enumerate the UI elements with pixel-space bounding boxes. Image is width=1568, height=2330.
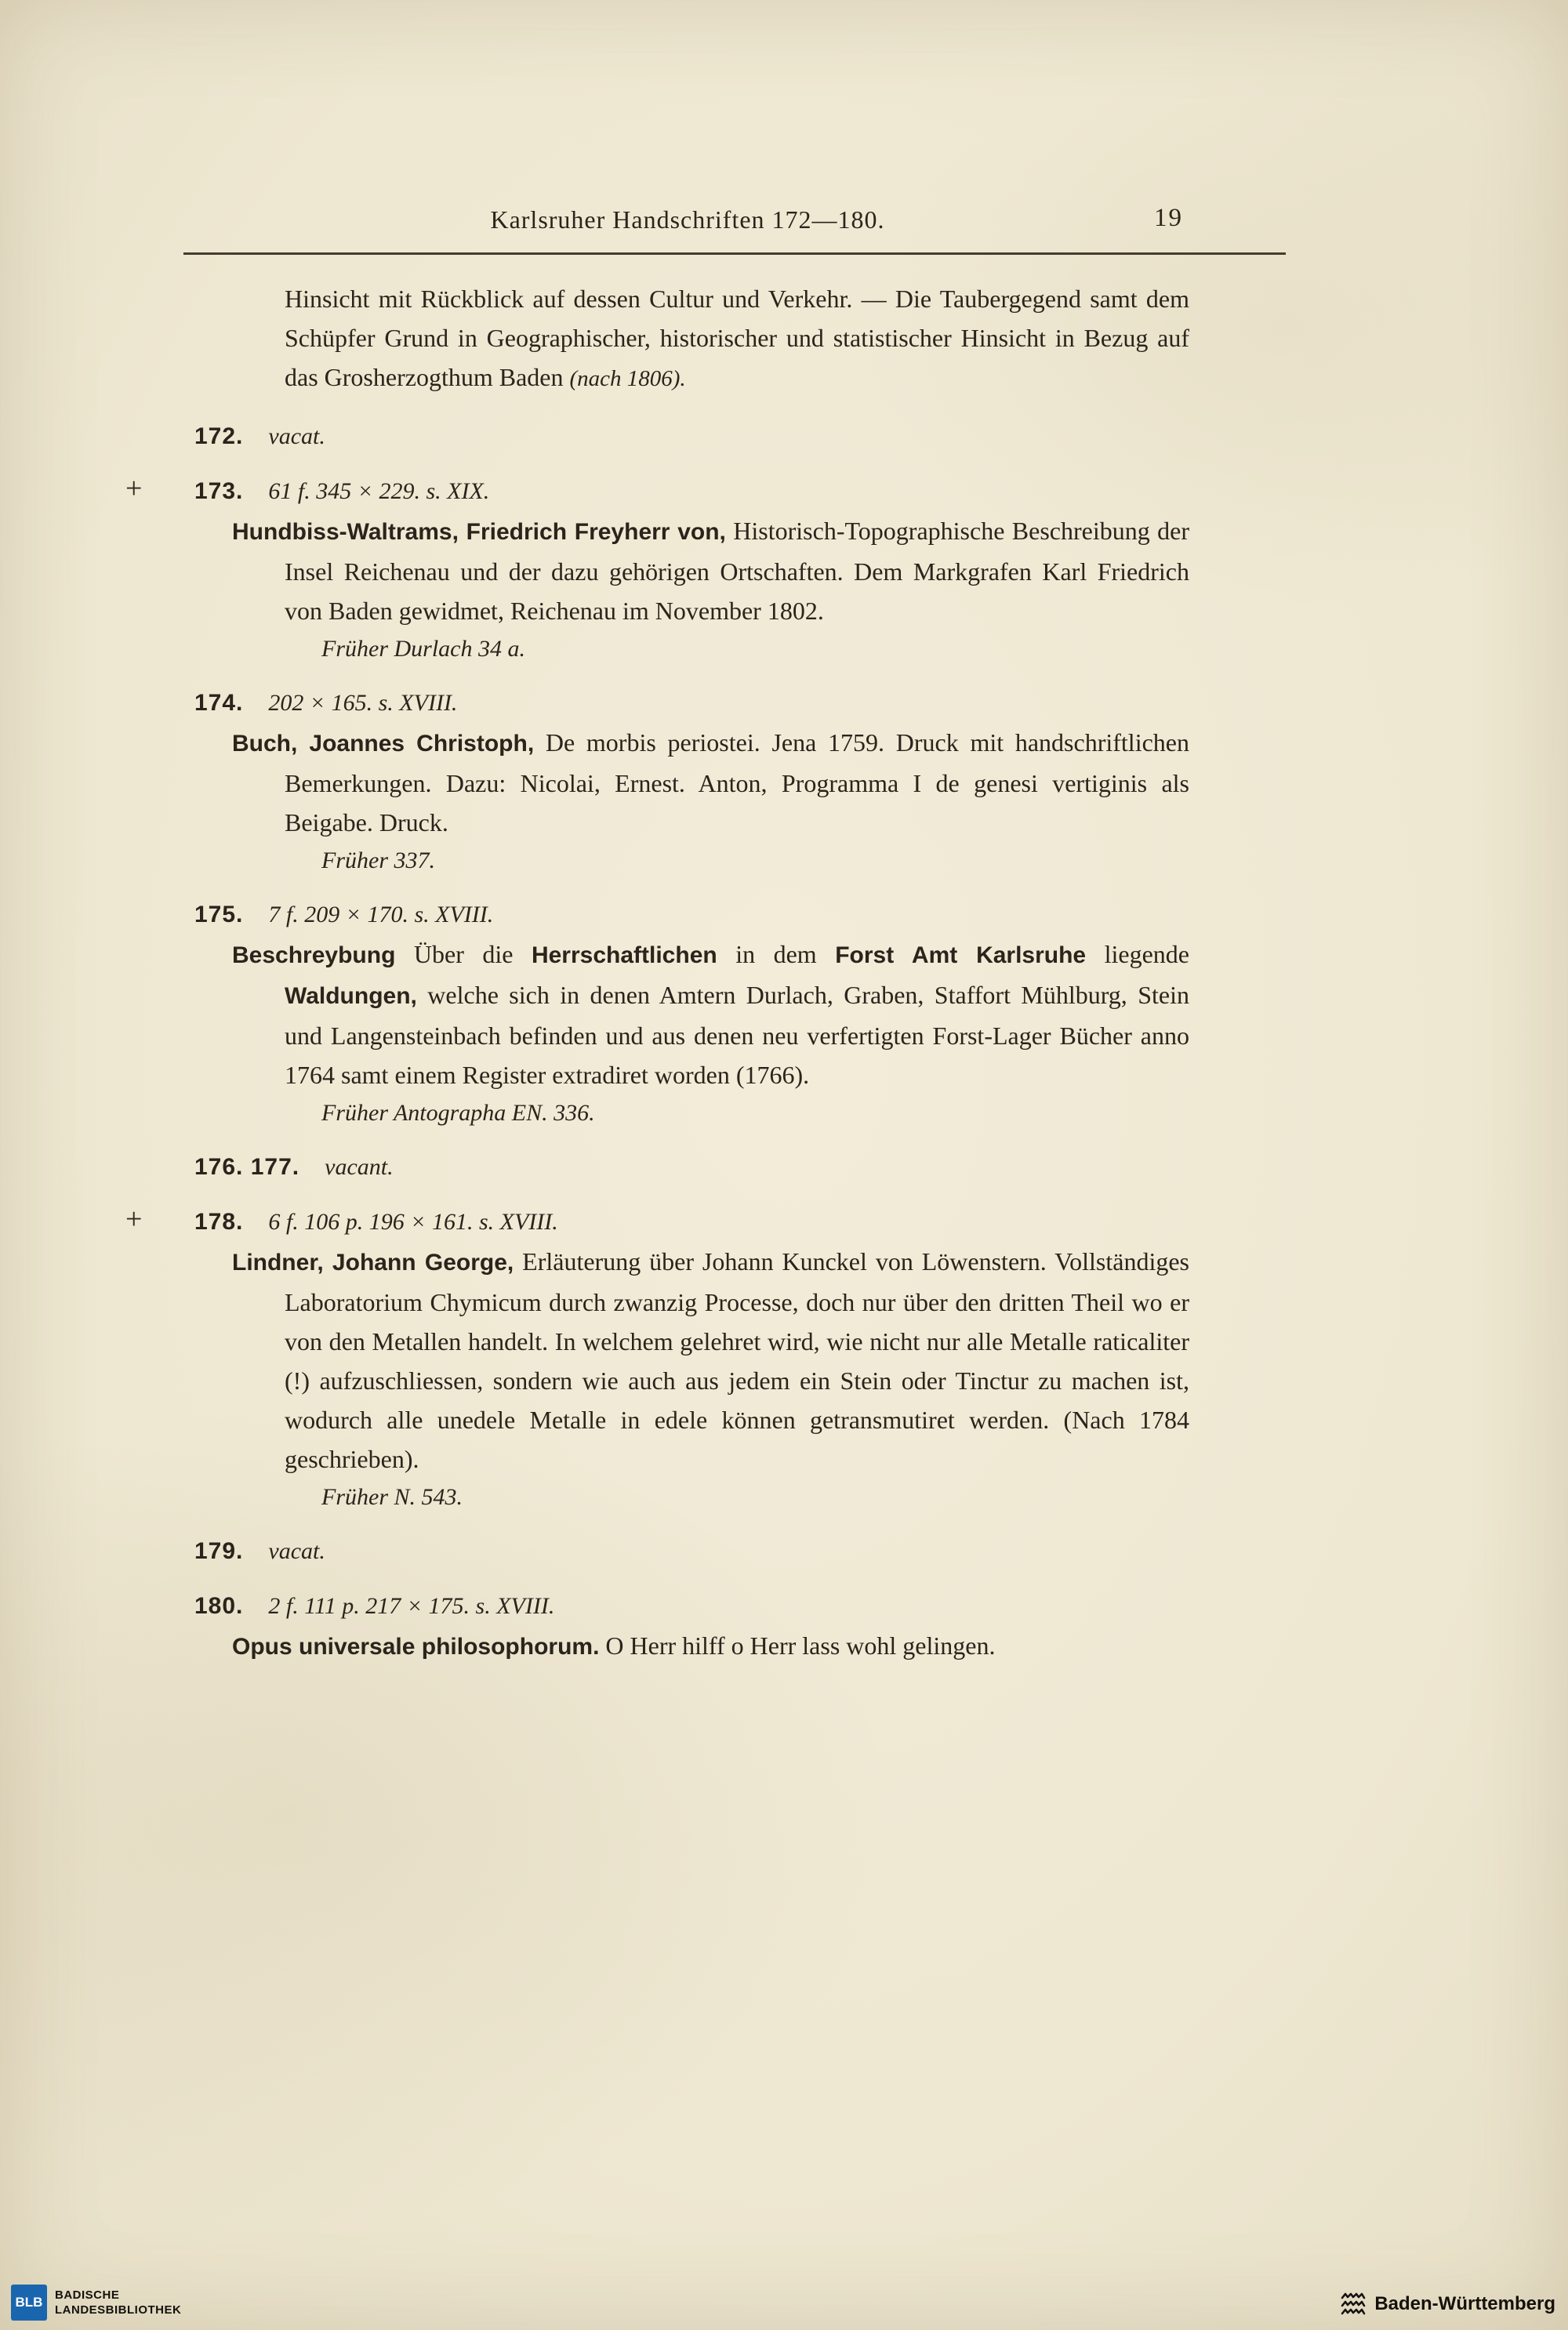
intro-paragraph — [285, 279, 1189, 398]
entry-description-segment: De morbis periostei. Jena 1759. Druck mit handschriftlichen Bemerkungen. Dazu: Nicolai, Ernest. Anton, Programma I de genesi vertiginis als Beigabe. Druck. — [285, 728, 1189, 837]
entry-description-segment: liegende — [1086, 940, 1190, 968]
entry-number: 179. — [194, 1538, 244, 1564]
intro-text: Hinsicht mit Rückblick auf dessen Cultur und Verkehr. — Die Taubergegend samt dem Schüpfer Grund in Geographischer, historischer und statistischer Hinsicht in Bezug auf das Grosherzogthum Baden — [285, 285, 1189, 391]
blb-logo — [11, 2285, 181, 2321]
intro-date-note: (nach 1806). — [569, 366, 686, 391]
entry-headrow — [194, 1530, 1189, 1571]
entry-headrow — [194, 416, 1189, 456]
entry-description-bold-segment: Waldungen, — [285, 983, 417, 1009]
entry-provenance-note: Früher 337. — [321, 847, 435, 873]
entry-provenance-note: Früher N. 543. — [321, 1484, 463, 1510]
catalog-entries — [125, 416, 1190, 1667]
entry-description-bold-segment: Buch, Joannes Christoph, — [232, 731, 535, 757]
entry-provenance-note: Früher Durlach 34 a. — [321, 636, 525, 662]
entry-description — [232, 1626, 1189, 1667]
entry-description-bold-segment: Lindner, Johann George, — [232, 1250, 514, 1276]
catalog-entry — [194, 1585, 1189, 1667]
entry-description-bold-segment: Opus universale philosophorum. — [232, 1634, 600, 1660]
entry-description-segment: Erläuterung über Johann Kunckel von Löwenstern. Vollständiges Laboratorium Chymicum durch zwanzig Processe, doch nur über den dritten Theil wo er von den Metallen handelt. In welchem gelehret wird, wie nicht nur alle Metalle raticaliter (!) aufzuschliessen, sondern wie auch aus jedem ein Stein oder Tinctur zu machen ist, wodurch alle unedele Metalle in edele können getransmutiret werden. (Nach 1784 geschrieben). — [285, 1247, 1189, 1473]
entry-number: 176. 177. — [194, 1154, 300, 1180]
entry-number: 178. — [194, 1209, 244, 1235]
entry-number: 172. — [194, 423, 244, 449]
entry-description — [232, 935, 1190, 1094]
running-header-title: Karlsruher Handschriften 172—180. — [490, 205, 885, 234]
entry-sizeline: 6 f. 106 p. 196 × 161. s. XVIII. — [268, 1209, 558, 1235]
entry-headrow — [194, 894, 1189, 935]
blb-name-line2: LANDESBIBLIOTHEK — [55, 2303, 182, 2317]
entry-number: 180. — [194, 1593, 244, 1619]
catalog-entry — [194, 894, 1190, 1132]
blb-library-name — [55, 2288, 181, 2317]
entry-description-segment: welche sich in denen Amtern Durlach, Graben, Staffort Mühlburg, Stein und Langensteinbach befinden und aus denen neu verfertigten Forst-Lager Bücher anno 1764 samt einem Register extradiret worden (1766). — [285, 981, 1189, 1089]
catalog-entry — [125, 1201, 1189, 1516]
entry-sizeline: vacat. — [268, 1538, 325, 1564]
entry-headrow — [194, 470, 1189, 511]
entry-description — [232, 723, 1189, 842]
catalog-entry — [125, 470, 1189, 668]
entry-sizeline: vacat. — [268, 423, 325, 449]
plus-mark: + — [125, 472, 143, 505]
entry-sizeline: vacant. — [325, 1154, 394, 1180]
blb-abbreviation: BLB — [15, 2295, 43, 2310]
entry-sizeline: 7 f. 209 × 170. s. XVIII. — [268, 902, 494, 927]
entry-headrow — [194, 682, 1189, 723]
header-rule — [183, 252, 1286, 255]
entry-headrow — [194, 1585, 1189, 1626]
catalog-entry — [194, 1146, 1189, 1187]
entry-headrow — [194, 1201, 1189, 1242]
page-number: 19 — [1154, 204, 1183, 232]
bw-logo — [1340, 2291, 1555, 2317]
entry-sizeline: 61 f. 345 × 229. s. XIX. — [268, 478, 490, 504]
entry-number: 175. — [194, 902, 244, 927]
entry-number: 173. — [194, 478, 244, 504]
entry-description — [232, 1242, 1189, 1479]
blb-name-line1: BADISCHE — [55, 2288, 120, 2302]
bw-label: Baden-Württemberg — [1374, 2293, 1555, 2314]
entry-description-segment: Über die — [395, 940, 532, 968]
entry-description — [232, 511, 1189, 630]
bw-antlers-icon — [1340, 2291, 1367, 2317]
entry-provenance-note: Früher Antographa EN. 336. — [321, 1100, 595, 1126]
entry-description-segment: in dem — [717, 940, 836, 968]
entry-sizeline: 202 × 165. s. XVIII. — [268, 690, 458, 716]
catalog-entry — [194, 1530, 1189, 1571]
entry-sizeline: 2 f. 111 p. 217 × 175. s. XVIII. — [268, 1593, 555, 1619]
entry-description-segment: O Herr hilff o Herr lass wohl gelingen. — [599, 1631, 996, 1660]
entry-description-bold-segment: Herrschaftlichen — [531, 942, 717, 968]
entry-description-bold-segment: Beschreybung — [232, 942, 396, 968]
entry-description-bold-segment: Forst Amt Karlsruhe — [835, 942, 1087, 968]
catalog-entry — [194, 682, 1189, 880]
plus-mark: + — [125, 1203, 143, 1236]
entry-headrow — [194, 1146, 1189, 1187]
entry-description-bold-segment: Hundbiss-Waltrams, Friedrich Freyherr von, — [232, 519, 726, 545]
entry-number: 174. — [194, 690, 244, 716]
page-content — [125, 279, 1190, 1681]
catalog-entry — [194, 416, 1189, 456]
entry-description-segment: Historisch-Topographische Beschreibung der Insel Reichenau und der dazu gehörigen Ortschaften. Dem Markgrafen Karl Friedrich von Baden gewidmet, Reichenau im November 1802. — [285, 517, 1189, 625]
blb-logo-box — [11, 2285, 47, 2321]
